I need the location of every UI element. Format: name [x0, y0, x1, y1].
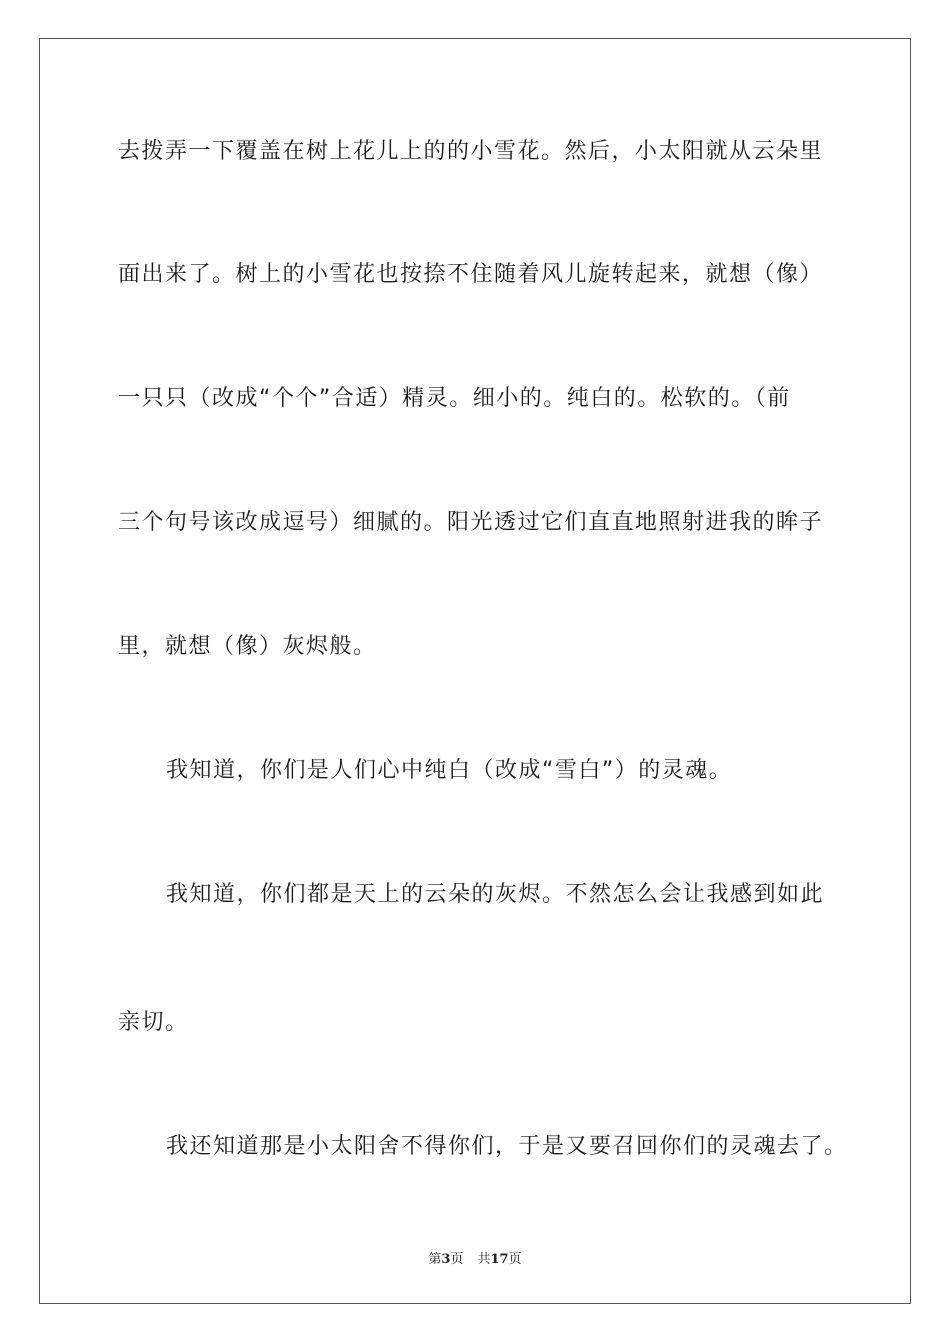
total-prefix: 共: [477, 1252, 491, 1267]
page-number: 3: [441, 1252, 451, 1267]
page-suffix: 页: [450, 1252, 464, 1267]
text-line-3: 一只只（改成“个个”合适）精灵。细小的。纯白的。松软的。（前: [118, 386, 791, 411]
text-line-5: 里，就想（像）灰烬般。: [118, 634, 377, 659]
page-footer: [0, 1248, 950, 1267]
page-prefix: 第: [428, 1252, 442, 1267]
text-line-2: 面出来了。树上的小雪花也按捺不住随着风儿旋转起来，就想（像）: [118, 262, 824, 287]
text-line-8: 亲切。: [118, 1010, 189, 1035]
text-line-4: 三个句号该改成逗号）细腻的。阳光透过它们直直地照射进我的眸子: [118, 510, 824, 535]
total-suffix: 页: [508, 1252, 522, 1267]
page-frame: [39, 38, 911, 1304]
text-line-1: 去拨弄一下覆盖在树上花儿上的的小雪花。然后，小太阳就从云朵里: [118, 139, 824, 164]
text-line-7: 我知道，你们都是天上的云朵的灰烬。不然怎么会让我感到如此: [166, 882, 825, 907]
text-line-6: 我知道，你们是人们心中纯白（改成“雪白”）的灵魂。: [166, 758, 733, 783]
total-pages: 17: [490, 1252, 509, 1267]
text-line-9: 我还知道那是小太阳舍不得你们，于是又要召回你们的灵魂去了。: [166, 1134, 848, 1159]
